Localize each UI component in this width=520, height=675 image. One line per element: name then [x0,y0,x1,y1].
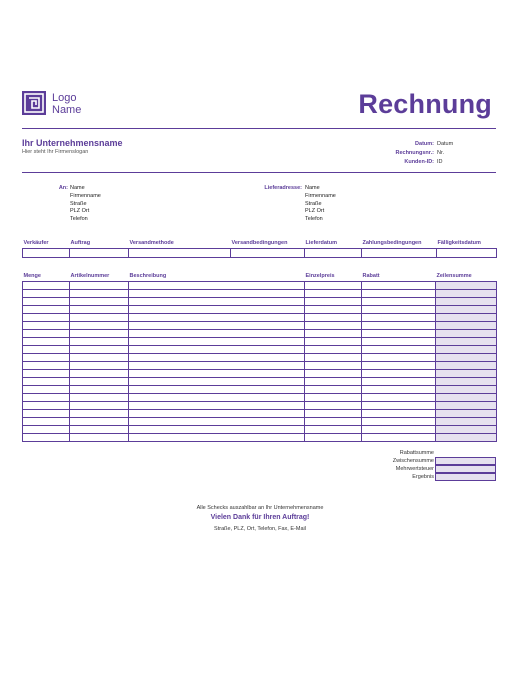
table-cell[interactable] [23,297,70,305]
table-cell[interactable] [70,329,129,337]
table-cell[interactable] [362,417,436,425]
tax-row [22,465,496,473]
logo-line-2: Name [52,104,82,116]
line-items-header-row [23,272,497,281]
table-cell[interactable] [129,369,305,377]
order-info-header-row [23,239,497,248]
table-row [23,297,497,305]
table-cell[interactable] [436,417,497,425]
meta-labels [395,140,434,167]
table-cell[interactable] [362,329,436,337]
table-cell[interactable] [362,377,436,385]
table-cell[interactable] [305,393,362,401]
footer-thanks: Vielen Dank für Ihren Auftrag! [210,514,310,521]
table-row [23,337,497,345]
column-header: Lieferdatum [305,239,337,246]
ship-to-label: Lieferadresse: [264,185,302,191]
table-cell[interactable] [362,369,436,377]
table-cell[interactable] [362,409,436,417]
table-cell[interactable] [23,313,70,321]
table-cell[interactable] [70,377,129,385]
table-cell[interactable] [436,385,497,393]
column-header: Versandmethode [129,239,174,246]
bill-to-line[interactable]: Firmenname [70,192,101,199]
ship-to-line[interactable]: Telefon [305,216,323,223]
table-cell[interactable] [436,337,497,345]
table-cell[interactable] [129,377,305,385]
table-cell[interactable] [23,369,70,377]
table-cell[interactable] [23,361,70,369]
table-row [23,425,497,433]
table-cell[interactable] [362,321,436,329]
date-label: Datum: [415,141,434,147]
table-row [23,369,497,377]
table-cell[interactable] [362,401,436,409]
table-row [23,409,497,417]
table-cell[interactable] [70,313,129,321]
table-cell[interactable] [436,369,497,377]
result-row [22,473,496,481]
table-cell[interactable] [436,297,497,305]
table-cell[interactable] [305,385,362,393]
invoice-number-label: Rechnungsnr.: [395,150,434,156]
table-cell[interactable] [305,321,362,329]
subtotal-value[interactable] [435,457,496,465]
table-cell[interactable] [129,353,305,361]
table-row [23,385,497,393]
table-cell[interactable] [70,409,129,417]
table-cell[interactable] [129,433,305,441]
table-row [23,377,497,385]
table-cell[interactable] [362,289,436,297]
table-cell[interactable] [305,297,362,305]
table-cell[interactable] [362,297,436,305]
table-cell[interactable] [305,417,362,425]
table-cell[interactable] [362,305,436,313]
table-cell[interactable] [362,345,436,353]
table-cell[interactable] [436,305,497,313]
order-info-table [22,239,497,258]
table-row [23,433,497,441]
table-cell[interactable] [305,361,362,369]
logo-icon [22,91,46,115]
company-name: Ihr Unternehmensname [22,138,123,148]
table-cell[interactable] [362,393,436,401]
table-cell[interactable] [70,393,129,401]
table-cell[interactable] [362,248,437,257]
table-cell[interactable] [70,401,129,409]
table-cell[interactable] [436,361,497,369]
bill-to-line[interactable]: Telefon [70,216,88,223]
table-row [23,313,497,321]
table-cell[interactable] [70,385,129,393]
table-cell[interactable] [305,401,362,409]
customer-id-value[interactable]: ID [437,159,443,165]
table-cell[interactable] [129,425,305,433]
column-header: Beschreibung [129,272,167,279]
table-cell[interactable] [23,305,70,313]
table-row [23,353,497,361]
table-cell[interactable] [23,401,70,409]
table-row [23,361,497,369]
date-value[interactable]: Datum [437,141,454,147]
table-cell[interactable] [70,345,129,353]
table-cell[interactable] [436,281,497,289]
table-cell[interactable] [436,313,497,321]
table-cell[interactable] [436,433,497,441]
table-cell[interactable] [362,425,436,433]
table-cell[interactable] [70,289,129,297]
column-header: Rabatt [362,272,380,279]
table-cell[interactable] [436,409,497,417]
bill-to-line[interactable]: Name [70,185,85,191]
column-header: Zahlungsbedingungen [362,239,422,246]
bill-to-label: An: [58,185,68,191]
table-cell[interactable] [23,409,70,417]
header-divider [22,128,496,129]
table-cell[interactable] [70,425,129,433]
table-cell[interactable] [23,329,70,337]
table-cell[interactable] [305,369,362,377]
table-cell[interactable] [129,305,305,313]
column-header: Auftrag [70,239,91,246]
table-cell[interactable] [129,297,305,305]
table-cell[interactable] [129,409,305,417]
table-cell[interactable] [70,361,129,369]
logo-line-1: Logo [52,92,77,104]
result-label: Ergebnis [412,474,434,480]
table-row [23,329,497,337]
ship-to-line[interactable]: Name [305,185,320,191]
footer-contact: Straße, PLZ, Ort, Telefon, Fax, E-Mail [214,526,306,532]
table-cell[interactable] [436,329,497,337]
table-cell[interactable] [305,248,362,257]
table-cell[interactable] [305,289,362,297]
table-row [23,393,497,401]
table-cell[interactable] [305,409,362,417]
address-divider [22,172,496,173]
table-cell[interactable] [70,321,129,329]
table-cell[interactable] [436,393,497,401]
column-header: Fälligkeitsdatum [437,239,481,246]
table-row [23,401,497,409]
ship-to-line[interactable]: Firmenname [305,192,336,199]
table-row [23,289,497,297]
column-header: Einzelpreis [305,272,335,279]
table-cell[interactable] [436,345,497,353]
logo-name [52,92,81,116]
table-cell[interactable] [70,281,129,289]
table-row [23,417,497,425]
table-cell[interactable] [437,248,497,257]
table-cell[interactable] [23,353,70,361]
tax-label: Mehrwertsteuer [395,466,434,472]
table-cell[interactable] [70,369,129,377]
discount-total-row [22,449,496,457]
table-cell[interactable] [129,289,305,297]
table-row [23,305,497,313]
table-cell[interactable] [23,393,70,401]
table-cell[interactable] [129,345,305,353]
table-cell[interactable] [436,353,497,361]
bill-to-line[interactable]: PLZ Ort [70,208,90,215]
table-cell[interactable] [305,313,362,321]
meta-values [437,140,453,167]
table-cell[interactable] [129,385,305,393]
table-cell[interactable] [70,305,129,313]
table-cell[interactable] [362,313,436,321]
table-row [23,345,497,353]
table-cell[interactable] [305,281,362,289]
table-cell[interactable] [70,433,129,441]
table-cell[interactable] [129,248,231,257]
column-header: Artikelnummer [70,272,110,279]
table-row [23,321,497,329]
table-cell[interactable] [436,425,497,433]
ship-to-line[interactable]: Straße [305,200,322,207]
table-cell[interactable] [436,377,497,385]
column-header: Versandbedingungen [231,239,288,246]
table-cell[interactable] [23,321,70,329]
invoice-number-value[interactable]: Nr. [437,150,445,156]
table-cell[interactable] [436,321,497,329]
table-cell[interactable] [129,361,305,369]
table-cell[interactable] [23,337,70,345]
table-cell[interactable] [362,433,436,441]
table-cell[interactable] [129,281,305,289]
line-items-body [23,281,497,441]
table-cell[interactable] [23,385,70,393]
table-cell[interactable] [129,321,305,329]
result-value[interactable] [435,473,496,481]
table-cell[interactable] [70,353,129,361]
subtotal-label: Zwischensumme [392,458,434,464]
ship-to-address [305,185,336,224]
document-title: Rechnung [358,89,492,119]
table-cell[interactable] [70,248,129,257]
column-header: Menge [23,272,41,279]
table-cell[interactable] [305,433,362,441]
table-cell[interactable] [70,417,129,425]
table-cell[interactable] [305,305,362,313]
table-cell[interactable] [23,345,70,353]
ship-to-line[interactable]: PLZ Ort [305,208,325,215]
bill-to-address [70,185,101,224]
subtotal-row [22,457,496,465]
table-cell[interactable] [23,425,70,433]
column-header: Zeilensumme [436,272,472,279]
table-cell[interactable] [362,353,436,361]
tax-value[interactable] [435,465,496,473]
table-cell[interactable] [305,337,362,345]
table-cell[interactable] [23,417,70,425]
bill-to-line[interactable]: Straße [70,200,87,207]
table-cell[interactable] [129,313,305,321]
table-cell[interactable] [129,329,305,337]
customer-id-label: Kunden-ID: [404,159,434,165]
line-items-table [22,272,497,442]
table-cell[interactable] [129,337,305,345]
table-cell[interactable] [436,401,497,409]
discount-total-label: Rabattsumme [399,450,434,456]
table-cell[interactable] [362,361,436,369]
table-cell[interactable] [362,281,436,289]
table-cell[interactable] [70,337,129,345]
table-cell[interactable] [23,433,70,441]
company-slogan: Hier steht Ihr Firmenslogan [22,149,89,155]
table-cell[interactable] [129,417,305,425]
table-cell[interactable] [362,385,436,393]
table-cell[interactable] [305,377,362,385]
order-info-row [23,248,497,257]
table-cell[interactable] [305,425,362,433]
table-cell[interactable] [70,297,129,305]
table-row [23,281,497,289]
table-cell[interactable] [23,248,70,257]
table-cell[interactable] [23,289,70,297]
table-cell[interactable] [362,337,436,345]
table-cell[interactable] [23,281,70,289]
footer-checks-note: Alle Schecks auszahlbar an Ihr Unternehmensname [196,505,324,511]
table-cell[interactable] [436,289,497,297]
table-cell[interactable] [305,353,362,361]
column-header: Verkäufer [23,239,49,246]
table-cell[interactable] [231,248,305,257]
table-cell[interactable] [23,377,70,385]
table-cell[interactable] [305,329,362,337]
table-cell[interactable] [129,393,305,401]
table-cell[interactable] [129,401,305,409]
table-cell[interactable] [305,345,362,353]
